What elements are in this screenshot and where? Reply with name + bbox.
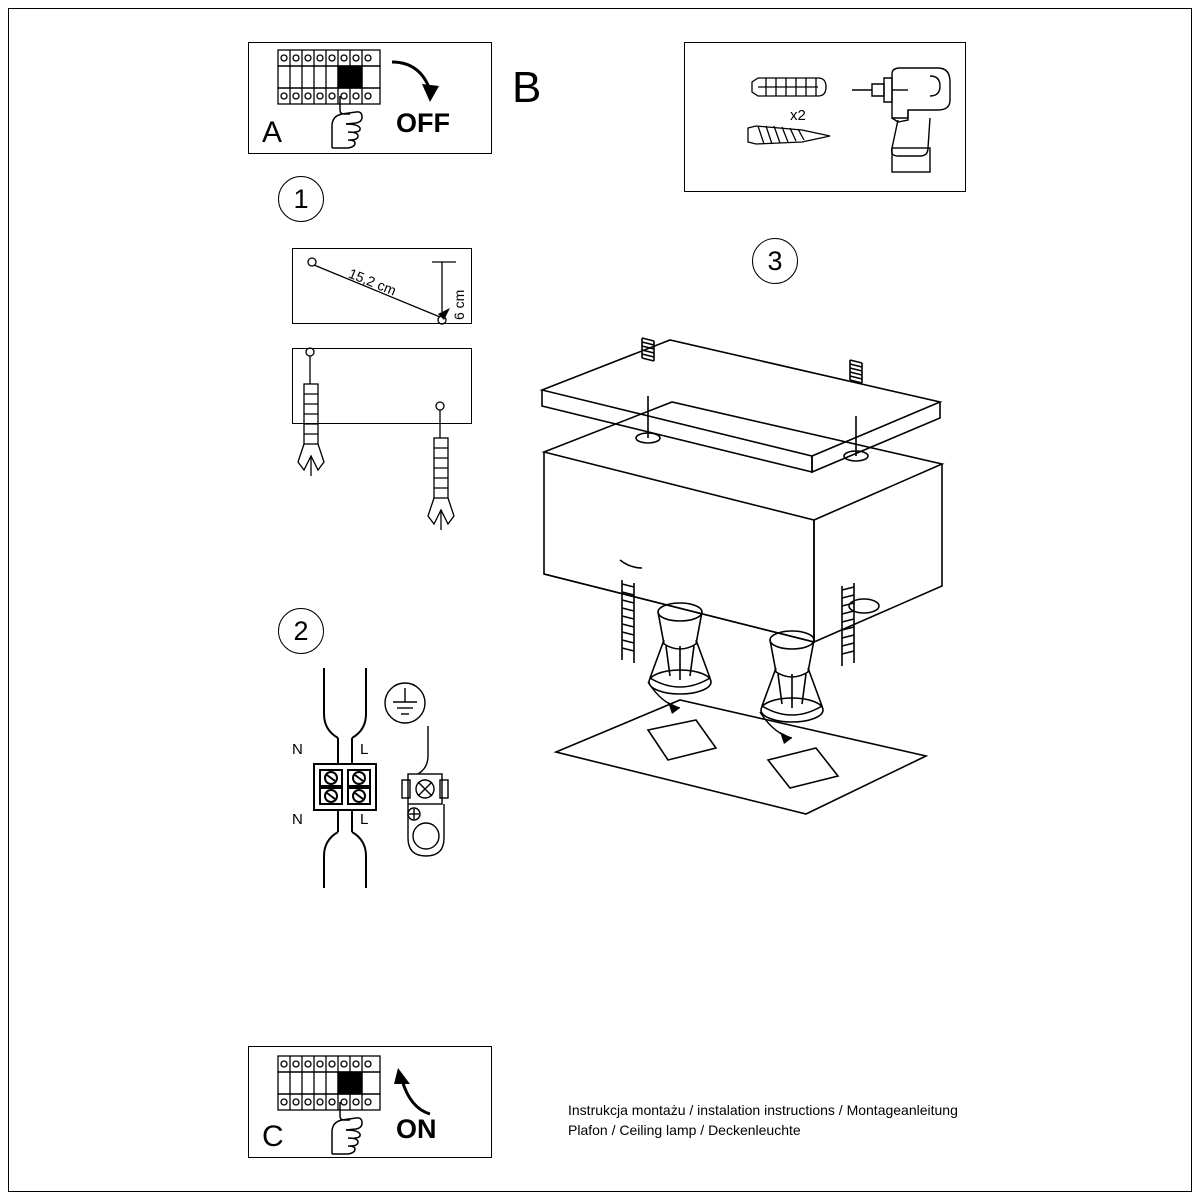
step-2-label-l-bottom: L bbox=[360, 811, 369, 828]
footer-line-2: Plafon / Ceiling lamp / Deckenleuchte bbox=[568, 1122, 801, 1138]
ceiling-lamp-assembly-icon bbox=[520, 330, 960, 830]
step-b-letter: B bbox=[512, 63, 542, 112]
power-drill-icon bbox=[846, 56, 962, 176]
wall-plug-icon bbox=[748, 72, 828, 102]
earth-ground-icon bbox=[382, 680, 428, 726]
step-1-number: 1 bbox=[278, 176, 324, 222]
step-2-label-n-top: N bbox=[292, 741, 303, 758]
step-a-action-label: OFF bbox=[396, 108, 450, 138]
step-c-arrow-icon bbox=[384, 1064, 448, 1120]
step-b-quantity-label: x2 bbox=[790, 107, 806, 124]
step-2-label-n-bottom: N bbox=[292, 811, 303, 828]
step-1-anchor-plug-left-icon bbox=[294, 346, 340, 492]
step-a-letter: A bbox=[262, 116, 283, 149]
step-2-label-l-top: L bbox=[360, 741, 369, 758]
step-c-action-label: ON bbox=[396, 1114, 437, 1144]
terminal-connector-icon bbox=[396, 726, 458, 860]
step-c-letter: C bbox=[262, 1120, 284, 1153]
step-1-vertical-dimension: 6 cm bbox=[451, 289, 467, 320]
step-2-number: 2 bbox=[278, 608, 324, 654]
step-c-hand-icon bbox=[318, 1098, 378, 1156]
footer-line-1: Instrukcja montażu / instalation instructions / Montageanleitung bbox=[568, 1102, 958, 1118]
step-a-hand-icon bbox=[318, 92, 378, 150]
screw-icon bbox=[742, 122, 838, 148]
step-1-diagonal-dimension: 15,2 cm bbox=[346, 265, 399, 299]
step-3-number: 3 bbox=[752, 238, 798, 284]
step-a-arrow-icon bbox=[386, 56, 450, 108]
step-1-anchor-plug-right-icon bbox=[424, 400, 470, 546]
